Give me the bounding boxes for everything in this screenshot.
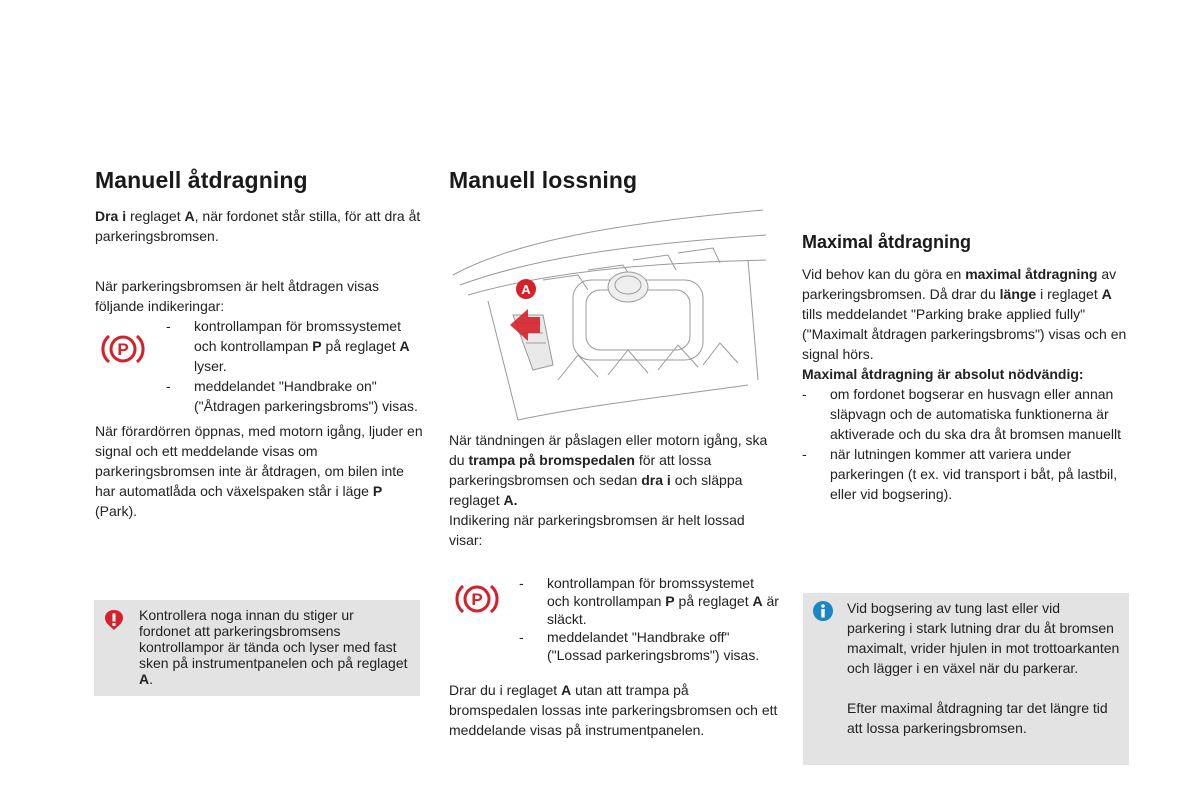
maximal-paragraph: Vid behov kan du göra en maximal åtdragning av parkeringsbromsen. Då drar du länge i reglaget A tills meddelandet "Parking brake applied fully" ("Maximalt åtdragen parkeringsbroms") visas och en signal hörs. xyxy=(802,266,1127,362)
pull-without-brake-paragraph: Drar du i reglaget A utan att trampa på bromspedalen lossas inte parkeringsbromsen och ett meddelande visas på instrumentpanelen. xyxy=(449,682,778,738)
info-box xyxy=(803,593,1129,765)
heading-maximal-apply: Maximal åtdragning xyxy=(802,232,972,252)
parking-brake-warning-icon xyxy=(100,332,146,366)
right-column xyxy=(802,232,1132,504)
heading-manual-release: Manuell lossning xyxy=(449,167,638,193)
warning-box xyxy=(94,600,420,696)
heading-manual-apply: Manuell åtdragning xyxy=(95,167,308,193)
info-text-1: Vid bogsering av tung last eller vid parkering i stark lutning drar du åt bromsen maximalt, vrider hjulen in mot trottoarkanten och lägger i en växel när du parkerar. xyxy=(847,600,1120,676)
maximal-required-paragraph: Maximal åtdragning är absolut nödvändig: xyxy=(802,366,1084,382)
release-indicator-list xyxy=(519,574,779,664)
list-item: - när lutningen kommer att variera under parkeringen (t ex. vid transport i båt, på lastbil, eller vid bogsering). xyxy=(802,444,1132,504)
indicator-list xyxy=(166,316,425,416)
list-item: - meddelandet "Handbrake on" ("Åtdragen parkeringsbroms") visas. xyxy=(166,376,425,416)
exclamation-icon xyxy=(104,609,124,631)
info-text-2: Efter maximal åtdragning tar det längre tid att lossa parkeringsbromsen. xyxy=(847,700,1108,736)
release-paragraph: När tändningen är påslagen eller motorn igång, ska du trampa på bromspedalen för att lossa parkeringsbromsen och sedan dra i och släppa reglaget A. xyxy=(449,432,768,508)
list-item: - kontrollampan för bromssystemet och kontrollampan P på reglaget A är släckt. xyxy=(519,574,779,628)
svg-text:P: P xyxy=(471,590,483,609)
warning-text: Kontrollera noga innan du stiger ur fordonet att parkeringsbromsens kontrollampor är tända och lyser med fast sken på instrumentpanelen och på reglaget A. xyxy=(139,607,408,687)
parking-brake-warning-icon xyxy=(454,582,500,616)
svg-text:P: P xyxy=(117,340,129,359)
door-paragraph: När förardörren öppnas, med motorn igång, ljuder en signal och ett meddelande visas om parkeringsbromsen inte är åtdragen, om bilen inte har automatlåda och växelspaken står i läge P (Park). xyxy=(95,423,423,519)
list-item: - meddelandet "Handbrake off" ("Lossad parkeringsbroms") visas. xyxy=(519,628,779,664)
release-indication-paragraph: Indikering när parkeringsbromsen är helt lossad visar: xyxy=(449,512,745,548)
list-item: - om fordonet bogserar en husvagn eller annan släpvagn och de automatiska funktionerna är aktiverade och du ska dra åt bromsen manuellt xyxy=(802,384,1132,444)
list-item: - kontrollampan för bromssystemet och kontrollampan P på reglaget A lyser. xyxy=(166,316,425,376)
callout-label-a: A xyxy=(521,282,531,297)
indicators-paragraph: När parkeringsbromsen är helt åtdragen visas följande indikeringar: xyxy=(95,278,380,314)
info-icon xyxy=(812,600,834,622)
intro-paragraph: Dra i reglaget A, när fordonet står stilla, för att dra åt parkeringsbromsen. xyxy=(95,208,421,244)
parking-brake-control-illustration xyxy=(448,205,768,425)
